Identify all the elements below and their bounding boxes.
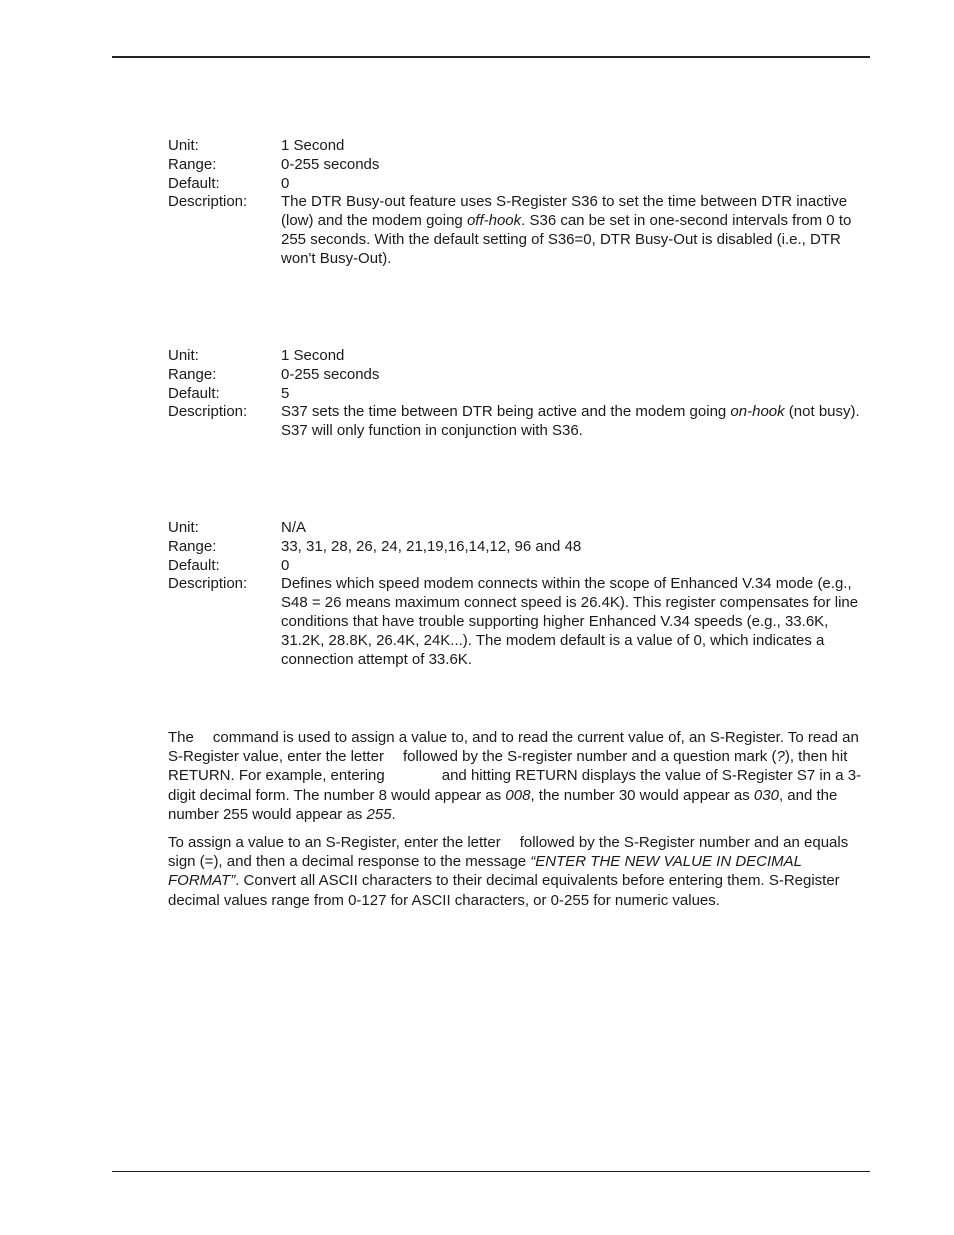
register-block-s36 bbox=[168, 137, 870, 269]
default-row bbox=[168, 385, 870, 404]
paragraph-text: To assign a value to an S-Register, enter the letter bbox=[168, 834, 501, 851]
description-label: Description: bbox=[168, 575, 248, 593]
paragraph-text: and hitting RETURN displays the value of S-Register S7 in a 3-digit decimal form. The number 8 would appear as bbox=[168, 767, 862, 804]
description-value: Defines which speed modem connects within the scope of Enhanced V.34 mode (e.g., S48 = 26 means maximum connect speed is 26.4K). This register compensates for line conditions that have trouble supporting higher Enhanced V.34 speeds (e.g., 33.6K, 31.2K, 28.8K, 26.4K, 24K...). The modem default is a value of 0, which indicates a connection attempt of 33.6K. bbox=[281, 575, 859, 668]
unit-row bbox=[168, 519, 870, 538]
range-value: 33, 31, 28, 26, 24, 21,19,16,14,12, 96 and 48 bbox=[281, 537, 582, 555]
unit-label: Unit: bbox=[168, 347, 199, 364]
range-row bbox=[168, 156, 870, 175]
default-label: Default: bbox=[168, 174, 220, 192]
description-text: . S36 can be set in one-second intervals from 0 to 255 seconds. With the default setting of S36=0, DTR Busy-Out is disabled (i.e., DTR won't Busy-Out). bbox=[281, 212, 852, 267]
range-row bbox=[168, 366, 870, 385]
s-register-assign-paragraph bbox=[168, 833, 870, 910]
unit-value: 1 Second bbox=[281, 347, 345, 364]
description-label: Description: bbox=[168, 403, 248, 421]
description-row bbox=[168, 575, 870, 669]
range-value: 0-255 seconds bbox=[281, 365, 380, 383]
default-row bbox=[168, 175, 870, 194]
register-block-s37 bbox=[168, 347, 870, 441]
unit-value: 1 Second bbox=[281, 137, 345, 154]
footer-rule bbox=[112, 1171, 870, 1172]
paragraph-text: ), then hit RETURN. For example, entering bbox=[168, 748, 848, 785]
paragraph-emphasis: 255 bbox=[366, 805, 392, 823]
paragraph-emphasis: “ENTER THE NEW VALUE IN DECIMAL FORMAT” bbox=[168, 853, 802, 890]
paragraph-emphasis: 030 bbox=[753, 786, 779, 804]
paragraph-text: followed by the S-Register number and an equals sign (=), and then a decimal response to the message bbox=[168, 834, 849, 871]
paragraph-text: , and the number 255 would appear as bbox=[168, 786, 838, 823]
paragraph-emphasis: ? bbox=[776, 748, 785, 766]
description-text: (not busy). S37 will only function in conjunction with S36. bbox=[281, 403, 860, 440]
default-value: 0 bbox=[281, 556, 290, 574]
range-row bbox=[168, 538, 870, 557]
range-label: Range: bbox=[168, 365, 217, 383]
paragraph-text: , the number 30 would appear as bbox=[530, 786, 754, 804]
paragraph-text: command is used to assign a value to, and to read the current value of, an S-Register. To read an S-Register value, enter the letter bbox=[168, 729, 859, 766]
description-emphasis: on-hook bbox=[730, 403, 785, 421]
s-register-read-paragraph bbox=[168, 728, 870, 824]
paragraph-text: followed by the S-register number and a question mark ( bbox=[402, 748, 777, 766]
description-value bbox=[281, 193, 870, 268]
paragraph-text: . Convert all ASCII characters to their decimal equivalents before entering them. S-Register decimal values range from 0-127 for ASCII characters, or 0-255 for numeric values. bbox=[168, 872, 840, 909]
unit-label: Unit: bbox=[168, 137, 199, 154]
default-label: Default: bbox=[168, 556, 220, 574]
default-value: 5 bbox=[281, 384, 290, 402]
paragraph-emphasis: 008 bbox=[505, 786, 531, 804]
register-block-s48 bbox=[168, 519, 870, 669]
description-text: S37 sets the time between DTR being active and the modem going bbox=[281, 403, 731, 421]
unit-row bbox=[168, 137, 870, 156]
default-value: 0 bbox=[281, 174, 290, 192]
paragraph-text: The bbox=[168, 729, 194, 746]
description-row bbox=[168, 403, 870, 441]
header-rule bbox=[112, 56, 870, 58]
description-label: Description: bbox=[168, 193, 248, 211]
default-row bbox=[168, 557, 870, 576]
unit-value: N/A bbox=[281, 519, 307, 536]
unit-row bbox=[168, 347, 870, 366]
description-value bbox=[281, 403, 870, 441]
range-label: Range: bbox=[168, 155, 217, 173]
description-row bbox=[168, 193, 870, 268]
description-text: The DTR Busy-out feature uses S-Register S36 to set the time between DTR inactive (low) and the modem going bbox=[281, 193, 848, 230]
range-label: Range: bbox=[168, 537, 217, 555]
default-label: Default: bbox=[168, 384, 220, 402]
description-emphasis: off-hook bbox=[466, 212, 522, 230]
paragraph-text: . bbox=[391, 805, 396, 823]
unit-label: Unit: bbox=[168, 519, 199, 536]
range-value: 0-255 seconds bbox=[281, 155, 380, 173]
